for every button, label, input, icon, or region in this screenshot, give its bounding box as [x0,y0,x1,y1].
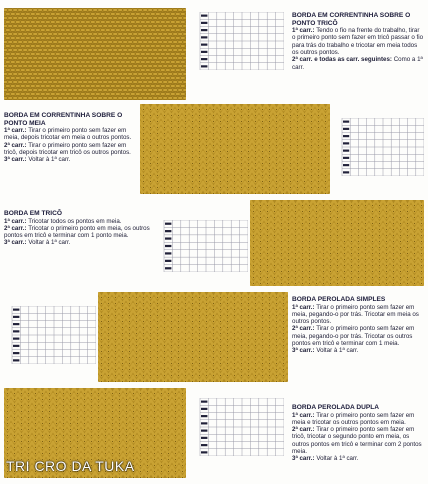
instruction-title: BORDA EM CORRENTINHA SOBRE O PONTO TRICÔ [292,12,411,27]
row-text: Tricotar o primeiro ponto em meia, os outros pontos em tricô e terminar com 1 ponto meia. [4,224,150,240]
instruction-line [292,56,424,71]
instruction-line [4,239,154,246]
row-text: Voltar à 1ª carr. [26,156,71,164]
instruction-title: BORDA PEROLADA DUPLA [292,404,380,411]
row-text: Tirar o primeiro ponto sem fazer em meia e tricotar os outros pontos em meia. [292,411,415,426]
instruction-line [292,27,424,56]
knit-swatch-stockinette-1 [140,104,330,194]
instruction-line [4,156,138,163]
instruction-line [292,325,424,347]
row-label: 2ª carr.: [4,224,27,232]
instruction-line [292,347,424,354]
watermark-text: TRI CRO DA TUKA [6,458,135,474]
instruction-title: BORDA PEROLADA SIMPLES [292,296,386,303]
row-label: 3ª carr.: [4,239,27,247]
row-text: Tricotar todos os pontos em meia. [26,217,122,225]
row-label: 2ª carr.: [292,426,315,434]
stitch-chart-5 [192,398,284,456]
stitch-chart-2 [334,118,424,176]
row-label: 3ª carr.: [292,347,315,355]
row-label: 2ª carr.: [292,325,315,333]
row-label: 1ª carr.: [4,127,27,135]
instruction-block-2 [4,112,138,164]
knit-swatch-beaded-simple [98,292,288,382]
row-text: Como a 1ª carr. [292,56,423,71]
row-text: Voltar à 1ª carr. [314,347,359,355]
row-text: Voltar à 1ª carr. [314,455,359,463]
knit-swatch-stockinette-2 [250,200,424,286]
row-label: 1ª carr.: [292,27,315,35]
row-text: Tirar o primeiro ponto sem fazer em meia, pegando-o por trás. Tricotar em meia os outros pontos. [292,303,419,326]
instruction-block-4 [292,296,424,355]
stitch-chart-4 [4,306,96,364]
row-label: 1ª carr.: [292,303,315,311]
instruction-block-1 [292,12,424,71]
stitch-chart-1 [192,12,284,70]
row-text: Tendo o fio na frente do trabalho, tirar o primeiro ponto sem fazer em tricô passar o fio para trás do trabalho e tricotar em meia todos os outros pontos. [292,27,424,57]
knit-swatch-garter [4,8,186,100]
row-text: Tirar o primeiro ponto sem fazer em tricô, depois tricotar em tricô os outros pontos. [4,141,131,157]
row-label: 3ª carr.: [4,156,27,164]
instruction-line [4,225,154,240]
instruction-line [4,142,138,157]
row-label: 1ª carr.: [4,217,27,225]
row-text: Tirar o primeiro ponto sem fazer em tricô, tricotar o segundo ponto em meia, os outros pontos em tricô e terminar com 2 pontos meia. [292,426,422,456]
instruction-title: BORDA EM TRICÔ [4,210,62,217]
row-label: 2ª carr. e todas as carr. seguintes: [292,56,392,64]
row-text: Tirar o primeiro ponto sem fazer em meia, pegando-o por trás. Tricotar os outros pontos em tricô e terminar com 1 meia. [292,325,415,348]
row-label: 2ª carr.: [4,141,27,149]
instruction-line [292,412,424,427]
row-label: 3ª carr.: [292,455,315,463]
instruction-line [4,218,154,225]
instruction-block-3 [4,210,154,247]
row-label: 1ª carr.: [292,411,315,419]
instruction-line [4,127,138,142]
row-text: Tirar o primeiro ponto sem fazer em meia, depois tricotar em meia o outros pontos. [4,127,132,142]
instruction-line [292,426,424,455]
instruction-line [292,455,424,462]
instruction-title: BORDA EM CORRENTINHA SOBRE O PONTO MEIA [4,112,123,127]
instruction-line [292,304,424,326]
stitch-chart-3 [156,220,248,272]
row-text: Voltar à 1ª carr. [26,239,71,247]
instruction-block-5 [292,404,424,463]
